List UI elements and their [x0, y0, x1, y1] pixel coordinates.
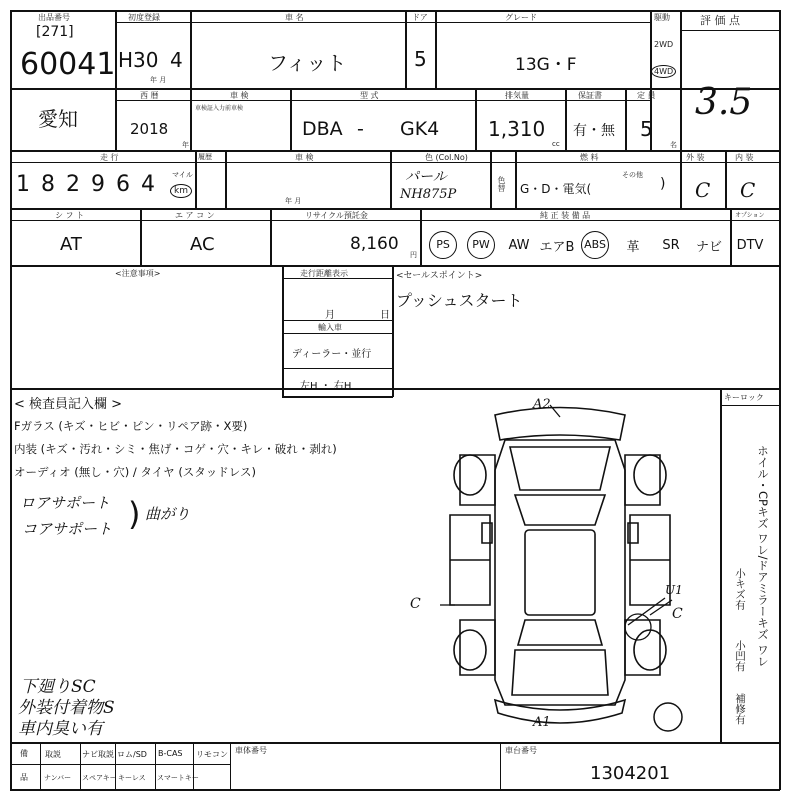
- mileage-digits: [16, 172, 166, 197]
- footer-cell: B-CAS: [158, 749, 183, 758]
- note-undercarriage: 下廻りSC: [20, 677, 96, 697]
- equipment-item: [653, 227, 689, 263]
- footer-left-2: 品: [20, 773, 28, 782]
- first-reg-era: H30: [118, 48, 159, 72]
- mark-right-u1: U1: [665, 583, 683, 597]
- inspector-title: < 検査員記入欄 >: [14, 397, 123, 412]
- interior-label: 内 装: [735, 153, 754, 162]
- hline-6: [10, 742, 780, 744]
- v-r2-3: [565, 88, 567, 150]
- side-box-sep: [720, 405, 780, 406]
- doors-value: 5: [414, 47, 427, 71]
- side-repaired: 補修有: [734, 693, 746, 725]
- notes-box-left: [282, 265, 284, 397]
- seats-label: 定 員: [637, 91, 656, 100]
- fuel-label: 燃 料: [580, 153, 599, 162]
- grade-value: 13G・F: [515, 55, 577, 75]
- lot-label: 出品番号: [38, 13, 70, 22]
- footer-bottom: [10, 789, 780, 791]
- strip-4: [10, 220, 780, 221]
- v-r3-6: [680, 150, 682, 208]
- serial-label: 車体番号: [235, 746, 267, 755]
- drive-label: 駆動: [654, 13, 670, 22]
- note-lower-support: ロアサポート: [20, 494, 111, 512]
- key-lock-label: キーロック: [724, 393, 764, 402]
- v-r1-6: [680, 10, 682, 150]
- recycle-unit: 円: [410, 251, 417, 259]
- v-r3-5: [515, 150, 517, 208]
- mileage-unit-mile: マイル: [172, 171, 193, 179]
- lot-number: 60041: [20, 47, 116, 82]
- mark-front-a2: A2: [533, 397, 551, 412]
- inspection-no-label: 車台番号: [505, 746, 537, 755]
- v-r4-2: [270, 208, 272, 265]
- mileage-unit-km: km: [170, 184, 192, 198]
- frame-left: [10, 10, 12, 790]
- exterior-label: 外 装: [686, 153, 705, 162]
- footer-cell: ナンバー: [44, 774, 72, 782]
- footer-v3: [155, 742, 156, 789]
- fuel-close-paren: ): [660, 176, 666, 192]
- type-code: GK4: [400, 118, 440, 140]
- inspection2-label: 車 検: [295, 153, 314, 162]
- inspection-label: 車 検: [230, 91, 249, 100]
- equipment-label: ABS: [581, 231, 609, 259]
- notes-box-right: [392, 265, 394, 397]
- displacement-value: 1,310: [488, 117, 546, 141]
- equipment-item: [463, 227, 499, 263]
- equipment-item: [539, 227, 575, 263]
- equipment-label: エアB: [539, 239, 575, 255]
- v-r2-2: [475, 88, 477, 150]
- v-r2-1: [290, 88, 292, 150]
- notes-sep4: [282, 368, 393, 369]
- side-small-dent: 小凹有: [734, 640, 746, 672]
- equipment-item: [577, 227, 613, 263]
- equipment-item: [691, 227, 727, 263]
- displacement-unit: cc: [552, 140, 560, 148]
- fuel-other: その他: [622, 171, 643, 179]
- v-r1-3: [405, 10, 407, 88]
- first-reg-month: 4: [170, 48, 183, 72]
- hline-1: [10, 88, 780, 90]
- dealer-option: ディーラー・並行: [292, 349, 372, 360]
- recycle-value: 8,160: [350, 234, 399, 254]
- note-bend: 曲がり: [145, 505, 191, 523]
- note-exterior-dirt: 外装付着物S: [18, 698, 115, 718]
- notes-box-bottom: [282, 396, 393, 398]
- footer-v0: [40, 742, 41, 789]
- shift-label: シ フ ト: [55, 211, 85, 220]
- warranty-label: 保証書: [578, 91, 602, 100]
- type-prefix: DBA: [302, 118, 343, 140]
- equipment-item: [425, 227, 461, 263]
- equipment-label: AW: [508, 237, 530, 253]
- strip-5: [680, 30, 780, 31]
- hline-3: [10, 208, 780, 210]
- equipment-label: PS: [429, 231, 457, 259]
- note-brace: ): [128, 495, 141, 533]
- sales-label: <セールスポイント>: [396, 271, 483, 281]
- inspector-audio: オーディオ (無し・穴) / タイヤ (スタッドレス): [14, 465, 256, 479]
- footer-cell: 取説: [45, 750, 61, 759]
- v-r3-4: [490, 150, 492, 208]
- mileage-digit: 1: [16, 172, 30, 197]
- hline-5: [10, 388, 780, 390]
- strip-3: [10, 162, 780, 163]
- model-name: フィット: [268, 51, 347, 75]
- color-label: 色 (Col.No): [425, 153, 468, 162]
- aircon-label: エ ア コ ン: [175, 211, 215, 220]
- year-unit: 年: [182, 141, 189, 149]
- interior-value: C: [740, 178, 756, 202]
- v-r1-2: [190, 10, 192, 150]
- notes-sep2: [282, 320, 393, 321]
- grade-label: グレード: [505, 13, 537, 22]
- warranty-value: 有・無: [573, 123, 615, 139]
- footer-mid: [10, 764, 230, 765]
- color-value: パール: [405, 169, 447, 185]
- recycle-label: リサイクル預託金: [305, 211, 368, 220]
- inspection2-unit: 年 月: [285, 197, 302, 205]
- mileage-label: 走 行: [100, 153, 119, 162]
- inspector-interior: 内装 (キズ・汚れ・シミ・焦げ・コゲ・穴・キレ・破れ・剥れ): [14, 442, 337, 456]
- sales-point: プッシュスタート: [396, 291, 523, 310]
- strip-1: [115, 22, 650, 23]
- equipment-label: ナビ: [695, 239, 722, 255]
- footer-v6: [500, 742, 501, 789]
- type-dash: -: [357, 118, 364, 140]
- first-reg-label: 初度登録: [128, 13, 160, 22]
- v-r3-3: [390, 150, 392, 208]
- mileage-digit: 6: [116, 172, 130, 197]
- note-interior-smell: 車内臭い有: [18, 719, 103, 739]
- mark-left-c: C: [410, 596, 421, 612]
- record-month: 月: [325, 310, 335, 321]
- equipment-item: [615, 227, 651, 263]
- mileage-digit: 9: [91, 172, 105, 197]
- score-value: 3.5: [695, 82, 753, 123]
- inspection-no: 1304201: [590, 763, 671, 784]
- type-label: 型 式: [360, 91, 379, 100]
- v-r4-1: [140, 208, 142, 265]
- equipment-label: PW: [467, 231, 495, 259]
- inspection-note: 車検証入力前車検: [195, 105, 244, 112]
- footer-cell: ロム/SD: [117, 750, 147, 759]
- v-r1-4: [435, 10, 437, 88]
- seats-value: 5: [640, 117, 653, 141]
- aircon-value: AC: [190, 234, 215, 255]
- v-r4-3: [420, 208, 422, 265]
- mileage-digit: 2: [66, 172, 80, 197]
- footer-cell: ナビ取説: [82, 750, 114, 759]
- equipment-label: 革: [626, 239, 640, 255]
- side-box-left: [720, 388, 722, 742]
- equipment-label: DTV: [736, 237, 764, 253]
- equipment-item: [732, 227, 768, 263]
- footer-cell: リモコン: [196, 750, 228, 759]
- side-legend: ホイル・CPキズ ワレ/ドアミラーキズ ワレ: [756, 445, 770, 667]
- v-r2-4: [625, 88, 627, 150]
- side-small-scratch: 小キズ有: [734, 568, 746, 610]
- drive-2wd: 2WD: [654, 40, 674, 49]
- genuine-label: 純 正 装 備 品: [540, 211, 591, 220]
- hline-2: [10, 150, 780, 152]
- v-r3-7: [725, 150, 727, 208]
- strip-2: [115, 100, 650, 101]
- import-label: 輸入車: [318, 323, 342, 332]
- drive-4wd-circled: 4WD: [651, 65, 676, 78]
- score-label: 評 価 点: [700, 14, 740, 27]
- notes-sep3: [282, 333, 393, 334]
- region: 愛知: [38, 107, 78, 131]
- color-code: NH875P: [400, 187, 457, 202]
- year-value: 2018: [130, 120, 169, 138]
- footer-v1: [80, 742, 81, 789]
- record-label: 走行距離表示: [300, 269, 348, 278]
- year-label: 西 暦: [140, 91, 159, 100]
- footer-left-1: 備: [20, 749, 28, 758]
- car-diagram: [410, 395, 710, 735]
- record-day: 日: [380, 310, 390, 321]
- history-label: 履歴: [198, 153, 212, 161]
- fuel-options: G・D・電気(: [520, 182, 592, 196]
- footer-cell: スマートキー: [157, 774, 199, 782]
- lot-code: [271]: [36, 24, 74, 40]
- model-label: 車 名: [285, 13, 304, 22]
- handle-option: 左H ・ 右H: [300, 381, 352, 392]
- footer-cell: スペアキー: [82, 774, 117, 782]
- footer-cell: キーレス: [118, 774, 146, 782]
- v-r3-2: [225, 150, 227, 208]
- exterior-value: C: [695, 178, 711, 202]
- seats-unit: 名: [670, 141, 677, 149]
- footer-v5: [230, 742, 231, 789]
- doors-label: ドア: [412, 13, 428, 22]
- mark-rear-a1: A1: [533, 715, 551, 730]
- v-r3-1: [195, 150, 197, 208]
- mark-right-c: C: [672, 606, 683, 622]
- caution-label: <注意事項>: [115, 269, 161, 278]
- color-change-label: 色替: [497, 176, 506, 192]
- equipment-label: SR: [662, 237, 680, 253]
- hline-4: [10, 265, 780, 267]
- shift-value: AT: [60, 234, 82, 255]
- displacement-label: 排気量: [505, 91, 529, 100]
- mileage-digit: 8: [41, 172, 55, 197]
- equipment-item: [501, 227, 537, 263]
- mileage-digit: 4: [141, 172, 155, 197]
- note-core-support: コアサポート: [22, 520, 113, 538]
- first-reg-unit: 年 月: [150, 76, 167, 84]
- inspector-glass: Fガラス (キズ・ヒビ・ピン・リペア跡・X要): [14, 419, 248, 433]
- option-label: オプション: [735, 212, 765, 219]
- frame-right: [779, 10, 781, 790]
